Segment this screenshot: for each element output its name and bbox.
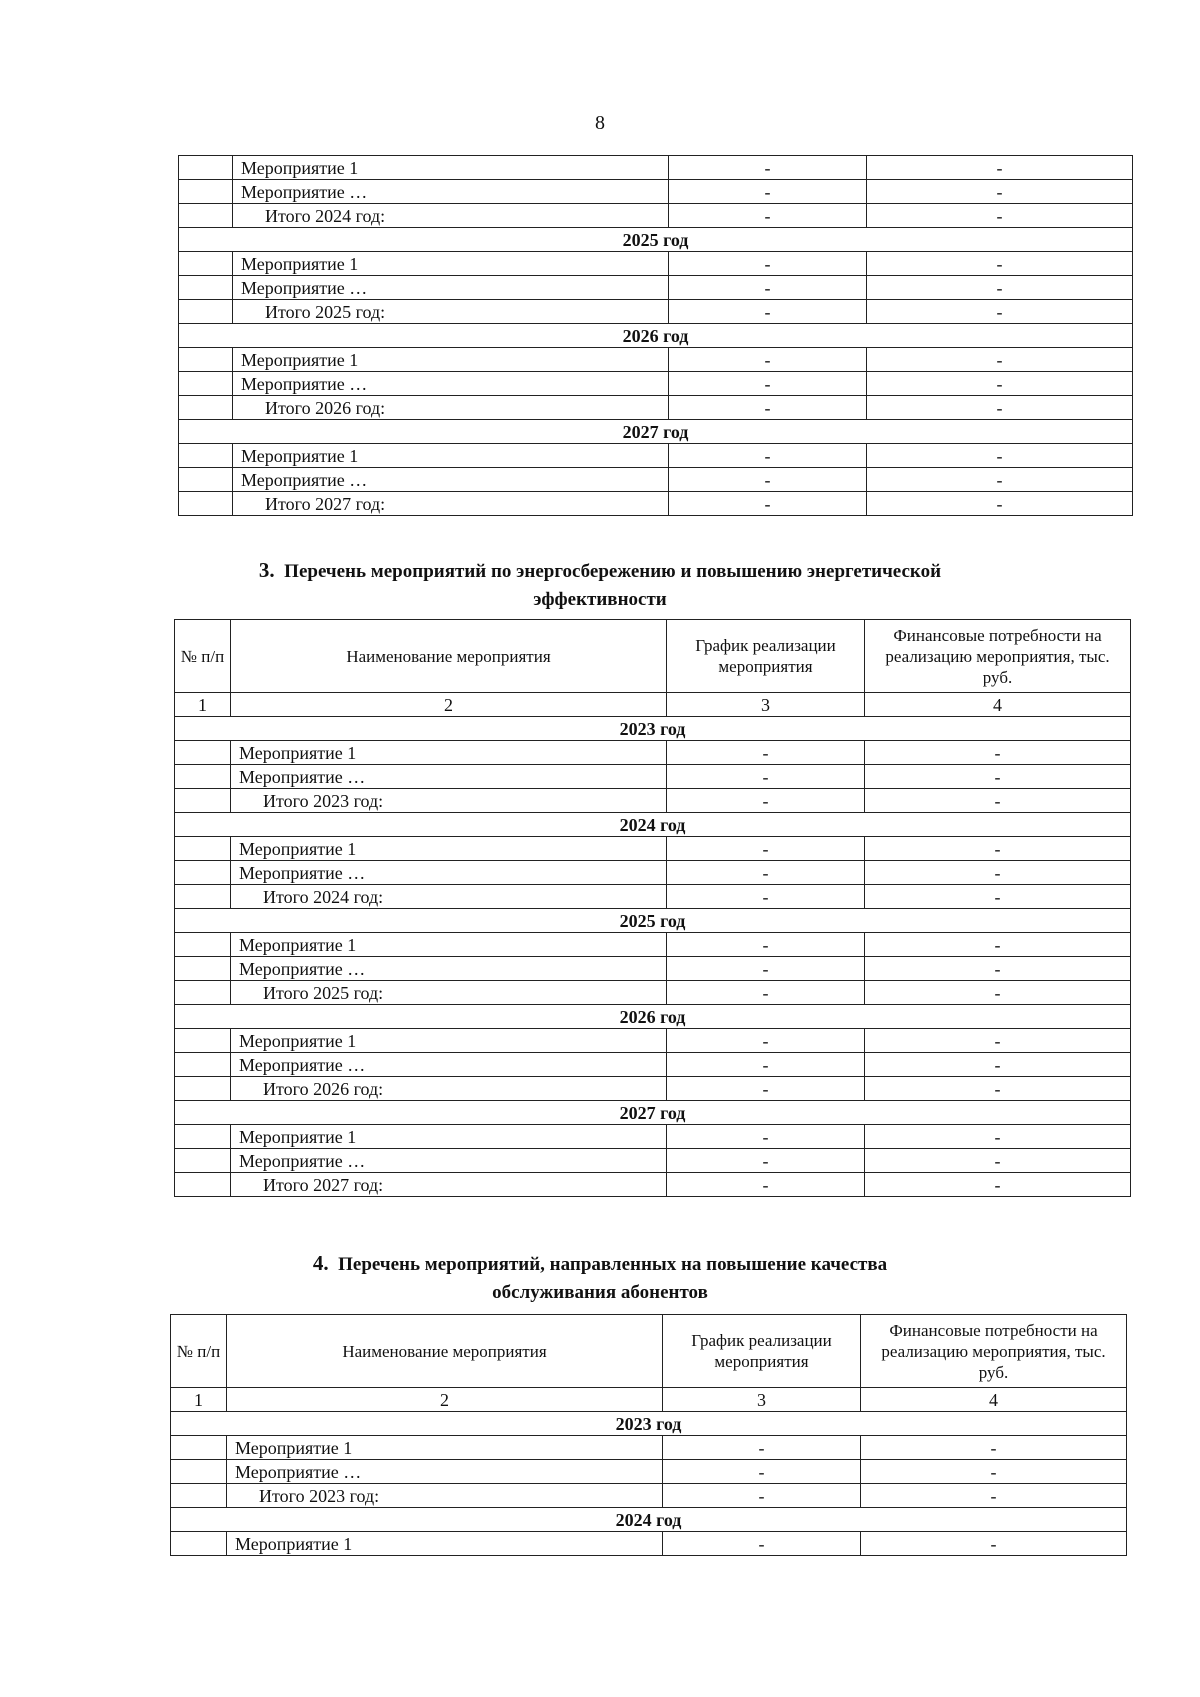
- schedule-cell: -: [669, 492, 867, 516]
- number-cell: [179, 156, 233, 180]
- total-row: [175, 885, 1131, 909]
- finance-cell: -: [861, 1436, 1127, 1460]
- number-cell: [171, 1484, 227, 1508]
- schedule-cell: -: [667, 933, 865, 957]
- year-row: [175, 909, 1131, 933]
- total-label: Итого 2025 год:: [233, 300, 669, 324]
- year-label: 2025 год: [175, 909, 1131, 933]
- number-cell: [179, 300, 233, 324]
- measure-name: Мероприятие 1: [233, 156, 669, 180]
- finance-cell: -: [867, 252, 1133, 276]
- schedule-cell: -: [667, 957, 865, 981]
- section4-title-line2: обслуживания абонентов: [492, 1282, 708, 1303]
- year-row: [175, 1005, 1131, 1029]
- year-label: 2023 год: [175, 717, 1131, 741]
- number-cell: [175, 837, 231, 861]
- column-numbers-row: [171, 1388, 1127, 1412]
- schedule-cell: -: [669, 396, 867, 420]
- total-row: [171, 1484, 1127, 1508]
- finance-cell: -: [865, 789, 1131, 813]
- schedule-cell: -: [669, 156, 867, 180]
- schedule-cell: -: [667, 981, 865, 1005]
- table-row: [175, 1125, 1131, 1149]
- table-row: [171, 1436, 1127, 1460]
- table-row: [171, 1532, 1127, 1556]
- table-row: [171, 1460, 1127, 1484]
- number-cell: [171, 1460, 227, 1484]
- schedule-cell: -: [669, 252, 867, 276]
- header-name: Наименование мероприятия: [231, 620, 667, 693]
- header-schedule: График реализации мероприятия: [667, 620, 865, 693]
- finance-cell: -: [861, 1532, 1127, 1556]
- year-row: [175, 813, 1131, 837]
- total-label: Итого 2026 год:: [231, 1077, 667, 1101]
- table-row: [179, 276, 1133, 300]
- year-row: [179, 420, 1133, 444]
- number-cell: [179, 372, 233, 396]
- section3-heading: [0, 556, 1200, 614]
- year-label: 2023 год: [171, 1412, 1127, 1436]
- section4-table: [170, 1314, 1127, 1556]
- finance-cell: -: [865, 1053, 1131, 1077]
- schedule-cell: -: [669, 276, 867, 300]
- schedule-cell: -: [669, 300, 867, 324]
- column-numbers-row: [175, 693, 1131, 717]
- section2-table-continued: [178, 155, 1133, 516]
- measure-name: Мероприятие …: [233, 180, 669, 204]
- schedule-cell: -: [669, 348, 867, 372]
- column-number: 1: [171, 1388, 227, 1412]
- schedule-cell: -: [667, 1125, 865, 1149]
- number-cell: [175, 789, 231, 813]
- schedule-cell: -: [669, 204, 867, 228]
- table-body: [175, 717, 1131, 1197]
- finance-cell: -: [865, 861, 1131, 885]
- measure-name: Мероприятие 1: [233, 348, 669, 372]
- column-number: 2: [231, 693, 667, 717]
- number-cell: [179, 252, 233, 276]
- finance-cell: -: [865, 1149, 1131, 1173]
- measure-name: Мероприятие 1: [231, 933, 667, 957]
- total-label: Итого 2023 год:: [227, 1484, 663, 1508]
- schedule-cell: -: [667, 741, 865, 765]
- year-label: 2027 год: [179, 420, 1133, 444]
- table-header-row: [171, 1315, 1127, 1388]
- year-label: 2024 год: [175, 813, 1131, 837]
- finance-cell: -: [867, 396, 1133, 420]
- number-cell: [179, 444, 233, 468]
- finance-cell: -: [867, 204, 1133, 228]
- number-cell: [175, 1125, 231, 1149]
- schedule-cell: -: [667, 885, 865, 909]
- table-row: [179, 252, 1133, 276]
- measure-name: Мероприятие 1: [231, 741, 667, 765]
- number-cell: [175, 1029, 231, 1053]
- finance-cell: -: [867, 348, 1133, 372]
- column-number: 2: [227, 1388, 663, 1412]
- year-label: 2024 год: [171, 1508, 1127, 1532]
- finance-cell: -: [867, 444, 1133, 468]
- finance-cell: -: [865, 957, 1131, 981]
- total-row: [175, 1173, 1131, 1197]
- schedule-cell: -: [663, 1532, 861, 1556]
- finance-cell: -: [865, 741, 1131, 765]
- number-cell: [179, 492, 233, 516]
- column-number: 4: [865, 693, 1131, 717]
- column-number: 3: [663, 1388, 861, 1412]
- total-label: Итого 2025 год:: [231, 981, 667, 1005]
- measure-name: Мероприятие …: [231, 765, 667, 789]
- section4-title-line1: Перечень мероприятий, направленных на повышение качества: [338, 1254, 888, 1275]
- schedule-cell: -: [663, 1484, 861, 1508]
- total-label: Итого 2026 год:: [233, 396, 669, 420]
- finance-cell: -: [865, 765, 1131, 789]
- schedule-cell: -: [667, 1149, 865, 1173]
- finance-cell: -: [865, 1029, 1131, 1053]
- section3-title-line2: эффективности: [533, 589, 667, 610]
- year-label: 2025 год: [179, 228, 1133, 252]
- total-label: Итого 2024 год:: [233, 204, 669, 228]
- schedule-cell: -: [669, 372, 867, 396]
- schedule-cell: -: [667, 1173, 865, 1197]
- number-cell: [179, 204, 233, 228]
- number-cell: [179, 396, 233, 420]
- total-label: Итого 2023 год:: [231, 789, 667, 813]
- table-row: [175, 837, 1131, 861]
- table-header-row: [175, 620, 1131, 693]
- measure-name: Мероприятие …: [227, 1460, 663, 1484]
- finance-cell: -: [867, 300, 1133, 324]
- header-finance: Финансовые потребности на реализацию мероприятия, тыс. руб.: [861, 1315, 1127, 1388]
- table-row: [179, 348, 1133, 372]
- finance-cell: -: [865, 933, 1131, 957]
- number-cell: [175, 885, 231, 909]
- measure-name: Мероприятие …: [231, 1053, 667, 1077]
- measure-name: Мероприятие 1: [231, 837, 667, 861]
- number-cell: [179, 276, 233, 300]
- total-label: Итого 2027 год:: [233, 492, 669, 516]
- total-row: [179, 396, 1133, 420]
- number-cell: [175, 1053, 231, 1077]
- schedule-cell: -: [663, 1436, 861, 1460]
- year-row: [171, 1508, 1127, 1532]
- number-cell: [175, 861, 231, 885]
- measure-name: Мероприятие …: [231, 861, 667, 885]
- table-row: [175, 957, 1131, 981]
- number-cell: [179, 468, 233, 492]
- table-row: [175, 933, 1131, 957]
- schedule-cell: -: [663, 1460, 861, 1484]
- total-row: [175, 1077, 1131, 1101]
- header-schedule: График реализации мероприятия: [663, 1315, 861, 1388]
- finance-cell: -: [867, 180, 1133, 204]
- table-row: [179, 372, 1133, 396]
- section3-table: [174, 619, 1131, 1197]
- year-label: 2026 год: [175, 1005, 1131, 1029]
- table-row: [179, 156, 1133, 180]
- schedule-cell: -: [667, 1053, 865, 1077]
- table-row: [175, 1053, 1131, 1077]
- number-cell: [171, 1436, 227, 1460]
- header-number: № п/п: [175, 620, 231, 693]
- measure-name: Мероприятие …: [231, 1149, 667, 1173]
- schedule-cell: -: [667, 1077, 865, 1101]
- table-row: [179, 468, 1133, 492]
- finance-cell: -: [867, 468, 1133, 492]
- finance-cell: -: [865, 1173, 1131, 1197]
- total-label: Итого 2024 год:: [231, 885, 667, 909]
- finance-cell: -: [865, 837, 1131, 861]
- number-cell: [179, 348, 233, 372]
- finance-cell: -: [861, 1460, 1127, 1484]
- header-name: Наименование мероприятия: [227, 1315, 663, 1388]
- year-row: [175, 1101, 1131, 1125]
- schedule-cell: -: [667, 1029, 865, 1053]
- finance-cell: -: [867, 276, 1133, 300]
- measure-name: Мероприятие …: [231, 957, 667, 981]
- total-row: [179, 492, 1133, 516]
- measure-name: Мероприятие 1: [231, 1125, 667, 1149]
- finance-cell: -: [867, 372, 1133, 396]
- number-cell: [171, 1532, 227, 1556]
- column-number: 1: [175, 693, 231, 717]
- measure-name: Мероприятие 1: [227, 1532, 663, 1556]
- header-finance: Финансовые потребности на реализацию мероприятия, тыс. руб.: [865, 620, 1131, 693]
- schedule-cell: -: [667, 861, 865, 885]
- header-number: № п/п: [171, 1315, 227, 1388]
- measure-name: Мероприятие …: [233, 372, 669, 396]
- number-cell: [175, 981, 231, 1005]
- finance-cell: -: [865, 1125, 1131, 1149]
- table-row: [175, 861, 1131, 885]
- measure-name: Мероприятие 1: [233, 444, 669, 468]
- total-row: [179, 204, 1133, 228]
- measure-name: Мероприятие 1: [231, 1029, 667, 1053]
- section3-number: 3.: [258, 558, 275, 582]
- table-row: [175, 1149, 1131, 1173]
- year-label: 2027 год: [175, 1101, 1131, 1125]
- measure-name: Мероприятие …: [233, 468, 669, 492]
- measure-name: Мероприятие 1: [227, 1436, 663, 1460]
- number-cell: [175, 741, 231, 765]
- page-number: 8: [595, 112, 605, 134]
- number-cell: [175, 765, 231, 789]
- number-cell: [175, 933, 231, 957]
- year-row: [175, 717, 1131, 741]
- column-number: 3: [667, 693, 865, 717]
- measure-name: Мероприятие 1: [233, 252, 669, 276]
- table-body: [171, 1412, 1127, 1556]
- finance-cell: -: [865, 1077, 1131, 1101]
- finance-cell: -: [861, 1484, 1127, 1508]
- schedule-cell: -: [667, 837, 865, 861]
- section4-number: 4.: [312, 1251, 329, 1275]
- total-row: [175, 789, 1131, 813]
- table-row: [175, 741, 1131, 765]
- total-row: [175, 981, 1131, 1005]
- table-row: [175, 1029, 1131, 1053]
- number-cell: [175, 1173, 231, 1197]
- number-cell: [175, 1149, 231, 1173]
- finance-cell: -: [865, 981, 1131, 1005]
- table-row: [175, 765, 1131, 789]
- table-row: [179, 444, 1133, 468]
- schedule-cell: -: [669, 444, 867, 468]
- section3-title-line1: Перечень мероприятий по энергосбережению и повышению энергетической: [284, 561, 942, 582]
- number-cell: [175, 957, 231, 981]
- measure-name: Мероприятие …: [233, 276, 669, 300]
- section4-heading: [0, 1249, 1200, 1307]
- total-label: Итого 2027 год:: [231, 1173, 667, 1197]
- schedule-cell: -: [667, 765, 865, 789]
- column-number: 4: [861, 1388, 1127, 1412]
- year-label: 2026 год: [179, 324, 1133, 348]
- finance-cell: -: [867, 156, 1133, 180]
- schedule-cell: -: [669, 468, 867, 492]
- total-row: [179, 300, 1133, 324]
- year-row: [171, 1412, 1127, 1436]
- schedule-cell: -: [667, 789, 865, 813]
- number-cell: [179, 180, 233, 204]
- number-cell: [175, 1077, 231, 1101]
- finance-cell: -: [865, 885, 1131, 909]
- schedule-cell: -: [669, 180, 867, 204]
- finance-cell: -: [867, 492, 1133, 516]
- year-row: [179, 324, 1133, 348]
- table-body: [179, 156, 1133, 516]
- table-row: [179, 180, 1133, 204]
- year-row: [179, 228, 1133, 252]
